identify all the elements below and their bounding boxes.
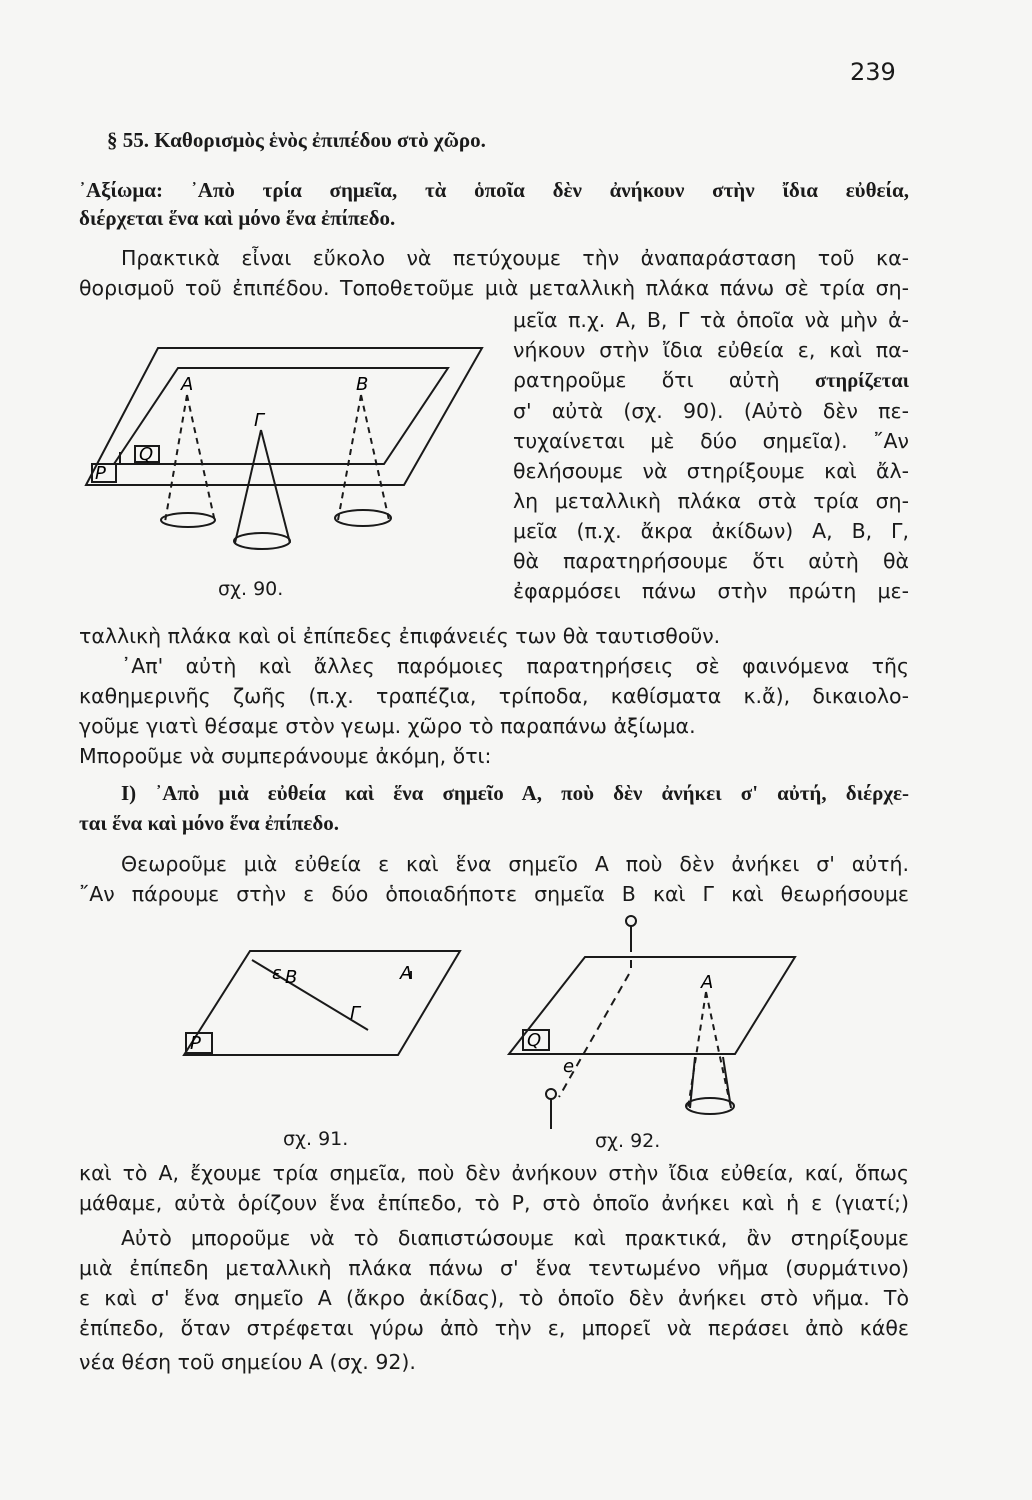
para2-line-2: καθημερινῆς ζωῆς (π.χ. τραπέζια, τρίποδα, καθίσματα κ.ἄ), δικαιολο- [79,684,909,708]
para1-narrow-line: θὰ παρατηρήσουμε ὅτι αὐτὴ θὰ [513,549,909,573]
para2-line-3: γοῦμε γιατὶ θέσαμε στὸν γεωμ. χῶρο τὸ παραπάνω ἀξίωμα. [79,714,696,738]
para1-line-1: Πρακτικὰ εἶναι εὔκολο νὰ πετύχουμε τὴν ἀναπαράσταση τοῦ κα- [121,246,909,270]
para1-narrow-line: μεῖα (π.χ. ἄκρα ἀκίδων) Α, Β, Γ, [513,519,909,543]
para1-narrow-line: ρατηροῦμε ὅτι αὐτὴ στηρίζεται [513,368,909,392]
fig91-label-e: ε [272,963,282,984]
fig92-wire-bottom-ring [546,1089,556,1099]
fig92-plane [509,957,795,1054]
fig92-label-e: e [563,1056,575,1077]
para1-narrow-line: νήκουν στὴν ἴδια εὐθεία ε, καὶ πα- [513,338,909,362]
para3-line-1: Θεωροῦμε μιὰ εὐθεία ε καὶ ἕνα σημεῖο Α ποὺ δὲν ἀνήκει σ' αὐτή. [121,852,909,876]
para1-narrow-line: ἐφαρμόσει πάνω στὴν πρώτη με- [513,579,909,603]
fig90-caption: σχ. 90. [218,578,284,600]
para2-last-line: Μποροῦμε νὰ συμπεράνουμε ἀκόμη, ὅτι: [79,744,492,768]
fig91-label-b: B [285,967,298,988]
fig92-caption: σχ. 92. [595,1130,661,1152]
figure-90 [80,340,500,570]
section-heading: § 55. Καθορισμὸς ἑνὸς ἐπιπέδου στὸ χῶρο. [107,128,486,152]
axiom-line-2: διέρχεται ἕνα καὶ μόνο ἕνα ἐπίπεδο. [79,206,396,230]
para4-line-1: καὶ τὸ Α, ἔχουμε τρία σημεῖα, ποὺ δὲν ἀνήκουν στὴν ἴδια εὐθεία, καί, ὅπως [79,1161,909,1185]
fig92-cone-base [686,1098,734,1114]
fig90-label-q: Q [139,444,154,465]
fig90-cone-g-base [234,533,290,549]
fig90-cone-b-base [335,510,391,526]
theorem-line-1: I) ᾿Απὸ μιὰ εὐθεία καὶ ἕνα σημεῖο Α, ποὺ δὲν ἀνήκει σ' αὐτή, διέρχε- [121,781,909,805]
fig90-plate-inner [114,368,448,464]
fig92-wire-e [559,974,629,1097]
para5-last-line: νέα θέση τοῦ σημείου Α (σχ. 92). [79,1350,416,1374]
para5-line-3: ε καὶ σ' ἕνα σημεῖο Α (ἄκρο ἀκίδας), τὸ ὁποῖο δὲν ἀνήκει στὸ νῆμα. Τὸ [79,1286,909,1310]
para4-line-2: μάθαμε, αὐτὰ ὁρίζουν ἕνα ἐπίπεδο, τὸ Ρ, στὸ ὁποῖο ἀνήκει καὶ ἡ ε (γιατί;) [79,1191,909,1215]
fig90-label-p: P [95,463,106,484]
para5-line-4: ἐπίπεδο, ὅταν στρέφεται γύρω ἀπὸ τὴν ε, μπορεῖ νὰ περάσει ἀπὸ κάθε [79,1316,909,1340]
fig90-label-a: A [181,374,194,395]
emphasis-word: στηρίζεται [814,370,909,392]
fig92-label-q: Q [527,1030,542,1051]
theorem-line-2: ται ἕνα καὶ μόνο ἕνα ἐπίπεδο. [79,811,339,835]
fig90-cone-a-base [161,513,215,527]
page-number: 239 [850,58,896,86]
para1-narrow-line: μεῖα π.χ. Α, Β, Γ τὰ ὁποῖα νὰ μὴν ἀ- [513,308,909,332]
para1-narrow-column [513,305,909,606]
fig91-label-a: A [400,963,413,984]
figure-91 [180,945,465,1060]
para5-line-2: μιὰ ἐπίπεδη μεταλλικὴ πλάκα πάνω σ' ἕνα τεντωμένο νῆμα (συρμάτινο) [79,1256,909,1280]
para2-line-1: ᾿Απ' αὐτὴ καὶ ἄλλες παρόμοιες παρατηρήσεις σὲ φαινόμενα τῆς [121,654,909,678]
fig90-label-b: B [356,374,369,395]
fig92-label-a: A [701,972,714,993]
para1-narrow-line: θελήσουμε νὰ στηρίξουμε καὶ ἄλ- [513,459,909,483]
fig91-label-p: P [190,1033,201,1054]
fig92-wire-top-ring [626,916,636,926]
para5-line-1: Αὐτὸ μποροῦμε νὰ τὸ διαπιστώσουμε καὶ πρακτικά, ἂν στηρίξουμε [121,1226,909,1250]
figure-92 [505,912,805,1137]
para1-narrow-line: λη μεταλλικὴ πλάκα στὰ τρία ση- [513,489,909,513]
para1-line-2: θορισμοῦ τοῦ ἐπιπέδου. Τοποθετοῦμε μιὰ μεταλλικὴ πλάκα πάνω σὲ τρία ση- [79,276,909,300]
para1-narrow-line: τυχαίνεται μὲ δύο σημεῖα). ῎Αν [513,429,909,453]
para3-line-2: ῎Αν πάρουμε στὴν ε δύο ὁποιαδήποτε σημεῖα Β καὶ Γ καὶ θεωρήσουμε [79,882,909,906]
axiom-line-1: ᾿Αξίωμα: ᾿Απὸ τρία σημεῖα, τὰ ὁποῖα δὲν ἀνήκουν στὴν ἴδια εὐθεία, [79,178,909,202]
fig91-label-g: Γ [350,1003,361,1024]
fig90-label-g: Γ [254,410,265,431]
para1-last-line: ταλλικὴ πλάκα καὶ οἱ ἐπίπεδες ἐπιφάνειές των θὰ ταυτισθοῦν. [79,624,721,648]
fig91-caption: σχ. 91. [283,1128,349,1150]
para1-narrow-line: σ' αὐτὰ (σχ. 90). (Αὐτὸ δὲν πε- [513,399,909,423]
